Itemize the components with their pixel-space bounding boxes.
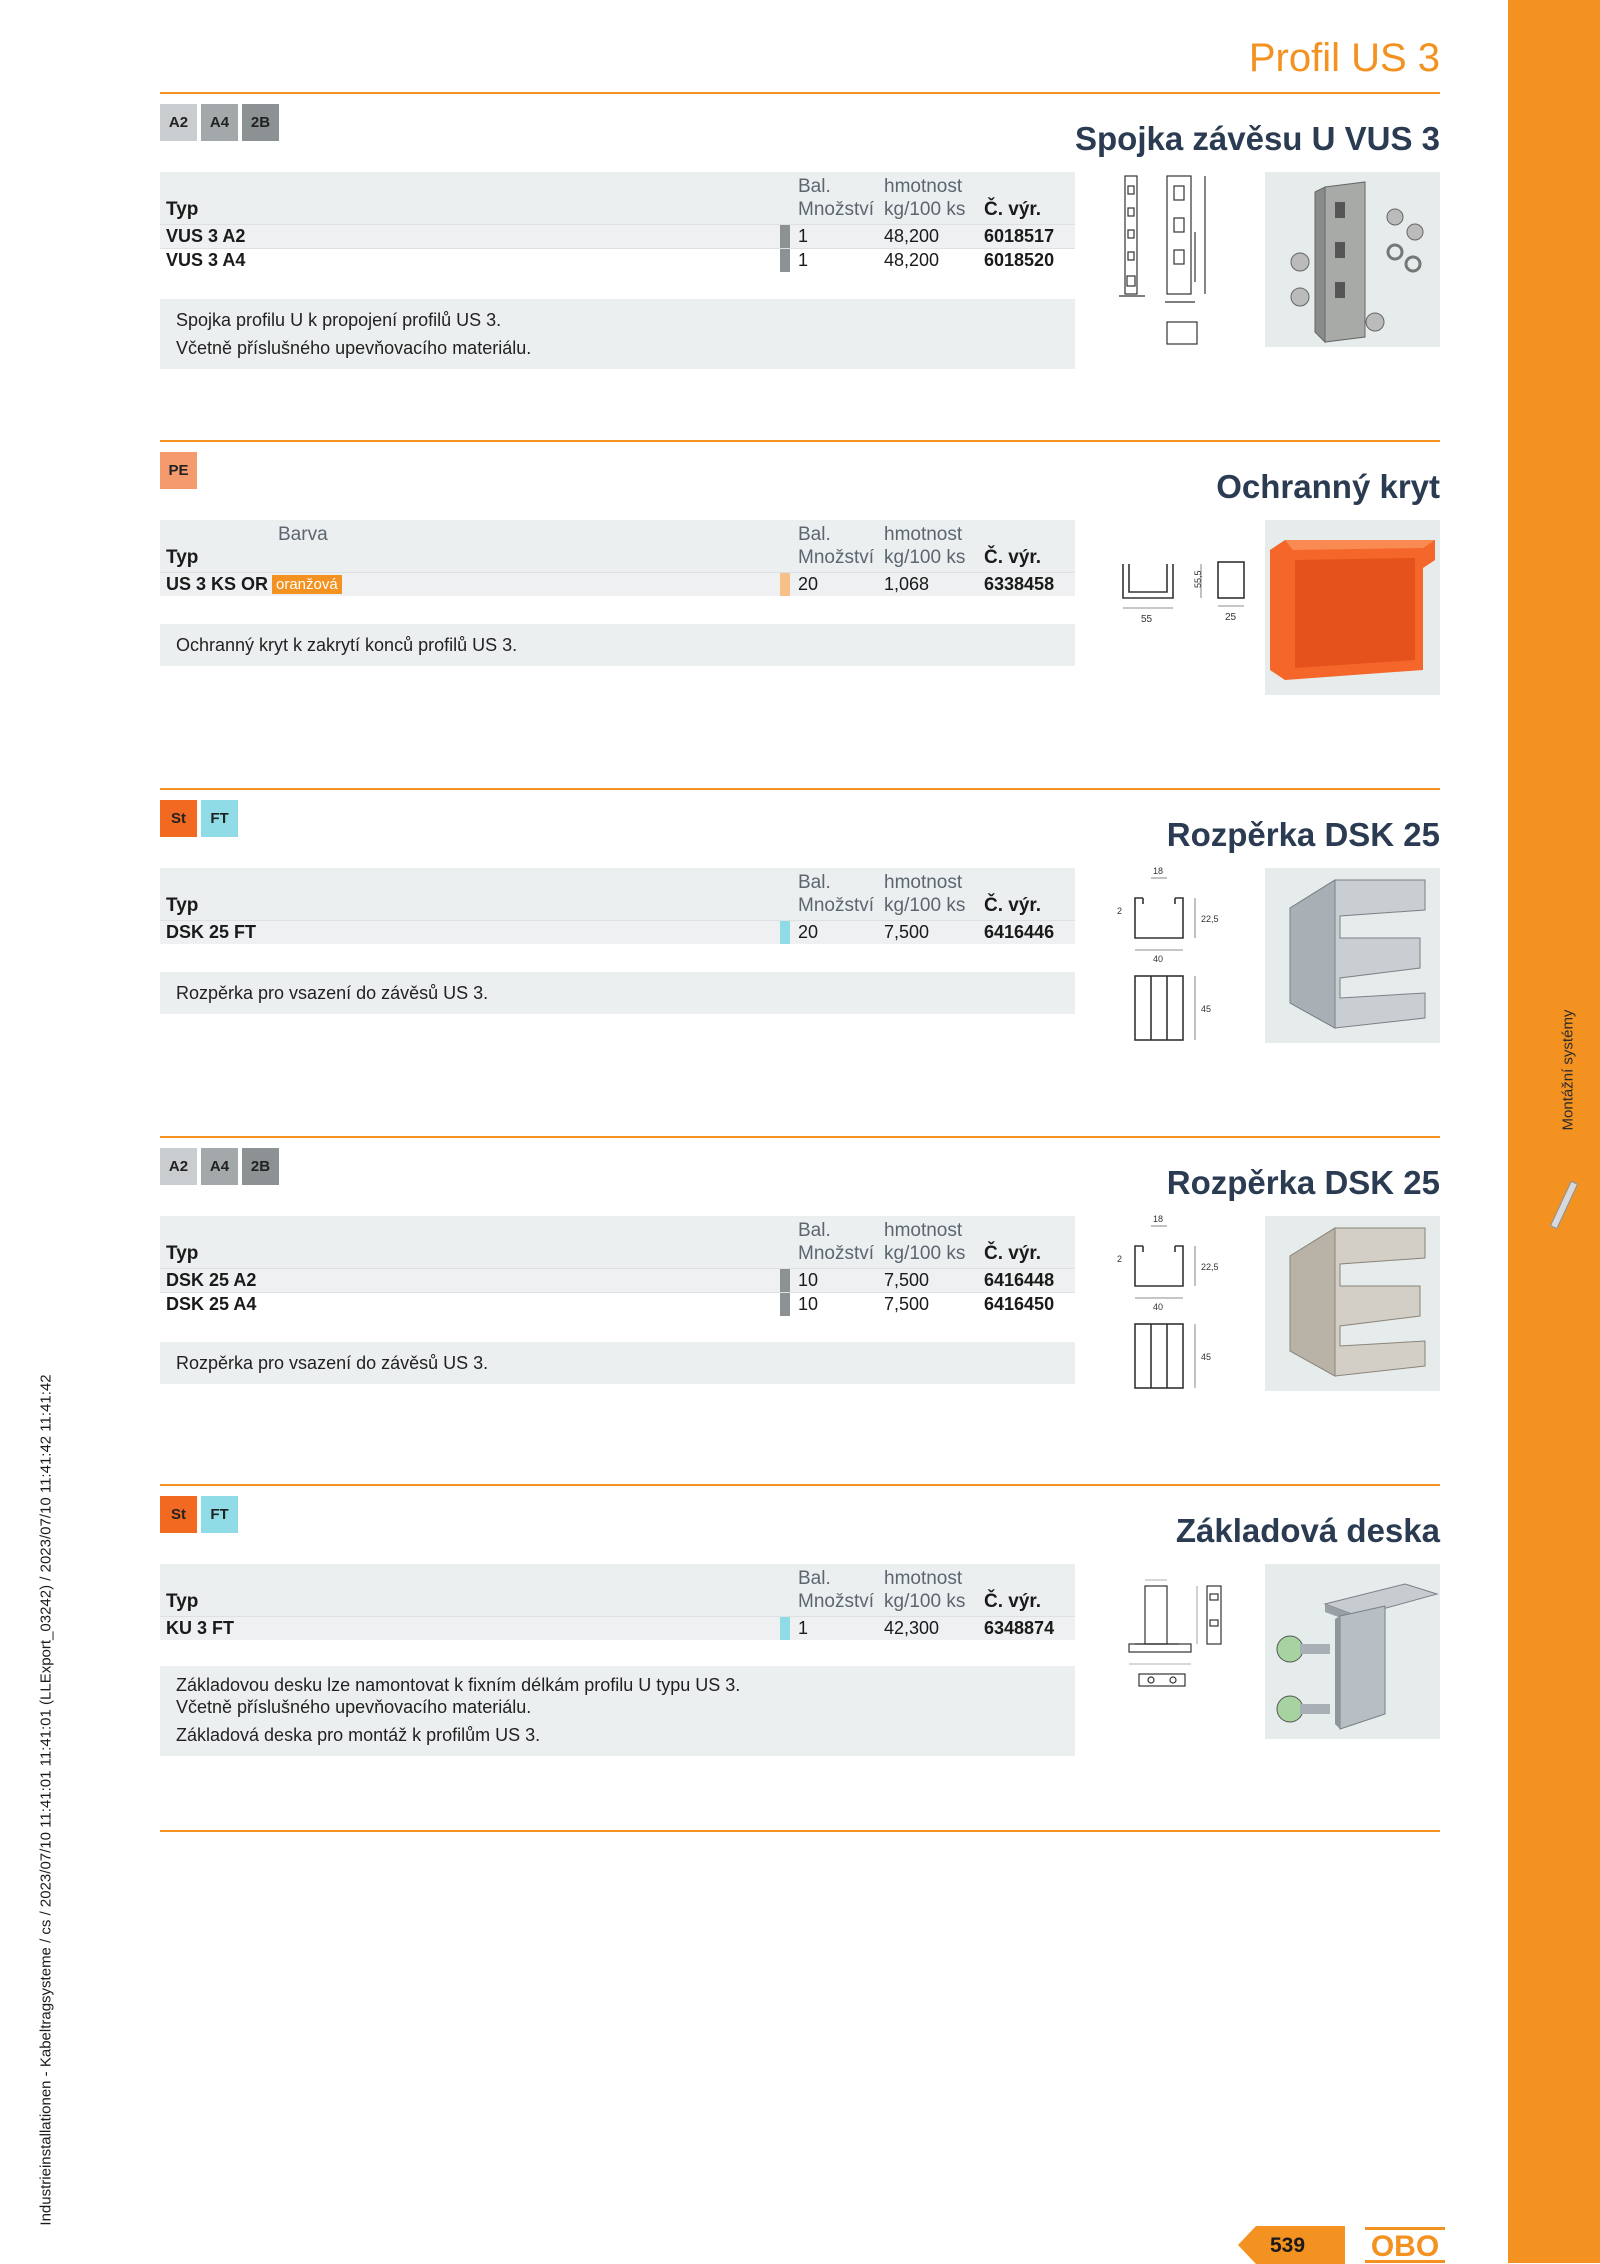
product-section (160, 1140, 1440, 1470)
dimension-label: 40 (1153, 954, 1164, 964)
dimension-label: 40 (1153, 1302, 1164, 1312)
table-row[interactable] (160, 224, 1075, 248)
orange-sidebar (1508, 0, 1600, 2263)
divider (160, 788, 1440, 790)
section-title: Ochranný kryt (1216, 468, 1440, 505)
header-type: Typ (166, 547, 199, 568)
color-swatch (780, 225, 790, 248)
header-bal: Bal. (798, 524, 831, 545)
header-qty: Množství (798, 1243, 875, 1264)
color-swatch (780, 1269, 790, 1292)
product-section (160, 96, 1440, 426)
cell-type: DSK 25 A2 (166, 1270, 257, 1290)
section-title: Rozpěrka DSK 25 (1166, 1164, 1440, 1201)
header-weight-unit: kg/100 ks (884, 547, 966, 568)
header-weight-unit: kg/100 ks (884, 1591, 966, 1612)
cell-qty: 1 (798, 1618, 809, 1638)
dimension-label: 2 (1117, 1254, 1123, 1264)
table-header (160, 520, 1075, 572)
color-swatch (780, 573, 790, 596)
dimension-label: 55,5 (1193, 570, 1203, 588)
page-number: 539 (1270, 2234, 1306, 2257)
product-photo (1265, 172, 1440, 347)
cell-weight: 42,300 (884, 1618, 940, 1638)
header-type: Typ (166, 1591, 199, 1612)
header-article: Č. výr. (984, 1591, 1042, 1612)
divider (160, 1136, 1440, 1138)
header-weight-unit: kg/100 ks (884, 1243, 966, 1264)
material-badges (160, 800, 238, 837)
material-badges (160, 104, 279, 141)
dimension-label: 22,5 (1201, 1262, 1219, 1272)
dimension-label: 45 (1201, 1352, 1212, 1362)
description-line: Rozpěrka pro vsazení do závěsů US 3. (176, 1353, 489, 1373)
divider (160, 1830, 1440, 1832)
table-header (160, 1216, 1075, 1268)
header-qty: Množství (798, 895, 875, 916)
badge: A4 (201, 104, 238, 141)
logo-text: OBO (1370, 2230, 1440, 2263)
header-qty: Množství (798, 199, 875, 220)
product-table (160, 1216, 1075, 1316)
header-weight-unit: kg/100 ks (884, 895, 966, 916)
technical-drawing (1115, 172, 1235, 357)
cell-type: US 3 KS OR (166, 574, 269, 594)
product-table (160, 868, 1075, 944)
table-row[interactable] (160, 1292, 1075, 1316)
badge: A4 (201, 1148, 238, 1185)
cell-article: 6018520 (984, 250, 1055, 270)
table-row[interactable] (160, 1268, 1075, 1292)
material-badges (160, 452, 197, 489)
cell-weight: 7,500 (884, 1270, 930, 1290)
divider (160, 92, 1440, 94)
color-swatch (780, 249, 790, 272)
header-bal: Bal. (798, 1220, 831, 1241)
description-box (160, 972, 1075, 1014)
divider (160, 440, 1440, 442)
color-swatch (780, 921, 790, 944)
description-box (160, 624, 1075, 666)
dimension-label: 55 (1141, 614, 1153, 625)
technical-drawing (1115, 864, 1235, 1054)
dimension-label: 2 (1117, 906, 1123, 916)
product-table (160, 172, 1075, 272)
header-article: Č. výr. (984, 199, 1042, 220)
description-box (160, 1666, 1075, 1756)
description-line: Ochranný kryt k zakrytí konců profilů US 3. (176, 635, 518, 655)
color-swatch (780, 1293, 790, 1316)
header-color: Barva (278, 524, 328, 545)
header-qty: Množství (798, 1591, 875, 1612)
header-qty: Množství (798, 547, 875, 568)
description-line: Včetně příslušného upevňovacího materiálu. (176, 338, 532, 358)
page-title: Profil US 3 (1248, 36, 1440, 80)
dimension-label: 45 (1201, 1004, 1212, 1014)
product-photo (1265, 1216, 1440, 1391)
product-table (160, 520, 1075, 596)
export-metadata: Industrieinstallationen - Kabeltragsysteme / cs / 2023/07/10 11:41:01 11:41:01 (LLExport_03242) / 2023/07/10 11:41:42 11:41:42 (37, 1374, 55, 2226)
header-weight: hmotnost (884, 1220, 963, 1241)
header-weight: hmotnost (884, 872, 963, 893)
cell-weight: 48,200 (884, 226, 940, 246)
badge: FT (201, 1496, 238, 1533)
dimension-label: 18 (1153, 866, 1164, 876)
cell-type: DSK 25 A4 (166, 1294, 257, 1314)
header-type: Typ (166, 895, 199, 916)
color-badge: oranžová (272, 575, 342, 594)
section-title: Rozpěrka DSK 25 (1166, 816, 1440, 853)
cell-article: 6338458 (984, 574, 1055, 594)
cell-article: 6416448 (984, 1270, 1055, 1290)
cell-qty: 20 (798, 574, 819, 594)
cell-weight: 1,068 (884, 574, 930, 594)
section-title: Spojka závěsu U VUS 3 (1075, 120, 1440, 157)
header-bal: Bal. (798, 1568, 831, 1589)
header-type: Typ (166, 199, 199, 220)
table-row[interactable] (160, 920, 1075, 944)
badge: A2 (160, 104, 197, 141)
dimension-label: 22,5 (1201, 914, 1219, 924)
product-section (160, 444, 1440, 774)
header-weight-unit: kg/100 ks (884, 199, 966, 220)
cell-article: 6416450 (984, 1294, 1055, 1314)
cell-qty: 20 (798, 922, 819, 942)
section-title: Základová deska (1175, 1512, 1440, 1549)
product-section (160, 1488, 1440, 1818)
table-row[interactable] (160, 1616, 1075, 1640)
product-photo (1265, 1564, 1440, 1739)
cell-qty: 10 (798, 1270, 819, 1290)
cell-weight: 7,500 (884, 922, 930, 942)
cell-article: 6416446 (984, 922, 1055, 942)
description-line: Základová deska pro montáž k profilům US 3. (176, 1725, 541, 1745)
badge: A2 (160, 1148, 197, 1185)
color-swatch (780, 1617, 790, 1640)
cell-qty: 1 (798, 226, 809, 246)
badge: PE (160, 452, 197, 489)
cell-article: 6018517 (984, 226, 1055, 246)
table-header (160, 172, 1075, 224)
header-article: Č. výr. (984, 1243, 1042, 1264)
description-box (160, 1342, 1075, 1384)
cell-type: VUS 3 A2 (166, 226, 246, 246)
header-article: Č. výr. (984, 547, 1042, 568)
cell-type: DSK 25 FT (166, 922, 257, 942)
material-badges (160, 1148, 279, 1185)
cell-weight: 7,500 (884, 1294, 930, 1314)
header-bal: Bal. (798, 176, 831, 197)
technical-drawing (1115, 1212, 1235, 1402)
product-photo (1265, 520, 1440, 695)
product-table (160, 1564, 1075, 1640)
description-line: Základovou desku lze namontovat k fixním délkám profilu U typu US 3. (176, 1675, 741, 1695)
badge: 2B (242, 1148, 279, 1185)
header-weight: hmotnost (884, 524, 963, 545)
product-section (160, 792, 1440, 1122)
cell-type: KU 3 FT (166, 1618, 235, 1638)
table-header (160, 868, 1075, 920)
header-bal: Bal. (798, 872, 831, 893)
badge: St (160, 800, 197, 837)
description-line: Včetně příslušného upevňovacího materiálu. (176, 1697, 532, 1717)
technical-drawing (1115, 544, 1255, 634)
description-box (160, 299, 1075, 369)
header-weight: hmotnost (884, 1568, 963, 1589)
header-type: Typ (166, 1243, 199, 1264)
sidebar-label: Montážní systémy (1559, 1009, 1577, 1131)
table-row[interactable] (160, 572, 1075, 596)
technical-drawing (1115, 1572, 1255, 1702)
material-badges (160, 1496, 238, 1533)
description-line: Spojka profilu U k propojení profilů US 3. (176, 310, 502, 330)
dimension-label: 18 (1153, 1214, 1164, 1224)
divider (160, 1484, 1440, 1486)
badge: 2B (242, 104, 279, 141)
obo-logo (1365, 2226, 1445, 2264)
badge: FT (201, 800, 238, 837)
cell-qty: 10 (798, 1294, 819, 1314)
table-header (160, 1564, 1075, 1616)
dimension-label: 25 (1225, 612, 1237, 623)
cell-type: VUS 3 A4 (166, 250, 246, 270)
table-row[interactable] (160, 248, 1075, 272)
badge: St (160, 1496, 197, 1533)
header-weight: hmotnost (884, 176, 963, 197)
cell-weight: 48,200 (884, 250, 940, 270)
description-line: Rozpěrka pro vsazení do závěsů US 3. (176, 983, 489, 1003)
cell-article: 6348874 (984, 1618, 1055, 1638)
cell-qty: 1 (798, 250, 809, 270)
header-article: Č. výr. (984, 895, 1042, 916)
product-photo (1265, 868, 1440, 1043)
